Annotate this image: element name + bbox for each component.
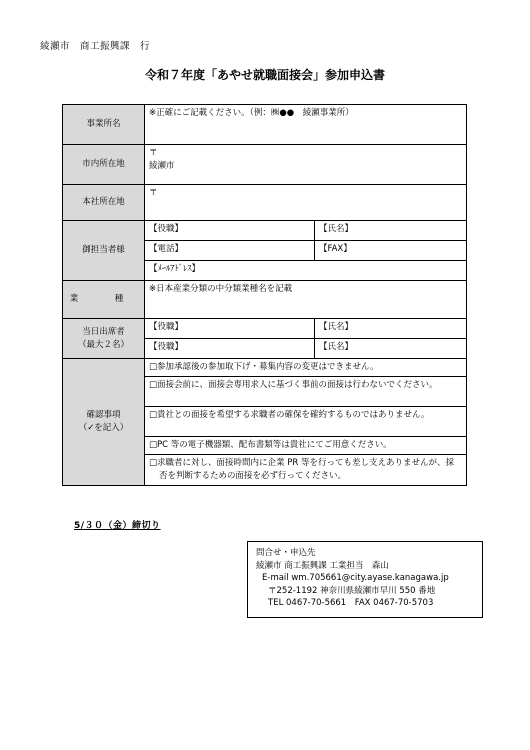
city-address-label: 市内所在地	[63, 145, 145, 185]
contact-position-field[interactable]	[145, 221, 315, 241]
attendee2-name-label: 【氏名】	[319, 342, 354, 352]
hq-address-postal: 〒	[149, 188, 158, 198]
contact-name-field[interactable]	[315, 221, 467, 241]
contact-box	[247, 541, 483, 618]
contact-phone-fax: TEL 0467-70-5661 FAX 0467-70-5703	[268, 598, 434, 608]
contact-fax-field[interactable]	[315, 241, 467, 261]
industry-field[interactable]	[145, 281, 467, 319]
attendee1-name-field[interactable]	[315, 319, 467, 339]
attendee2-name-field[interactable]	[315, 339, 467, 359]
confirmation-item[interactable]: □貴社との面接を希望する求職者の確保を確約するものではありません。	[145, 407, 467, 437]
attendee1-name-label: 【氏名】	[319, 322, 354, 332]
company-name-field[interactable]	[145, 105, 467, 145]
contact-phone-field[interactable]	[145, 241, 315, 261]
deadline-notice: 5/３０（金）締切り	[74, 521, 161, 531]
contact-person-label: 御担当者様	[63, 221, 145, 281]
city-address-city: 綾瀬市	[149, 161, 175, 171]
contact-position-label: 【役職】	[149, 224, 184, 234]
attendee1-position-label: 【役職】	[149, 322, 184, 332]
confirmation-item[interactable]: □求職者に対し、面接時間内に企業 PR 等を行っても差し支えありませんが、採否を判断するための面接を必ず行ってください。	[145, 455, 467, 486]
attendees-label: 当日出席者 （最大２名）	[63, 319, 145, 359]
industry-note: ※日本産業分類の中分類業種名を記載	[149, 284, 293, 294]
contact-address: 〒252-1192 神奈川県綾瀬市早川 550 番地	[268, 585, 436, 596]
attendee1-position-field[interactable]	[145, 319, 315, 339]
hq-address-label: 本社所在地	[63, 185, 145, 221]
contact-email[interactable]: E-mail wm.705661@city.ayase.kanagawa.jp	[262, 573, 449, 583]
attendee2-position-label: 【役職】	[149, 342, 184, 352]
contact-email-label: 【ﾒｰﾙｱﾄﾞﾚｽ】	[149, 264, 201, 274]
contact-name-label: 【氏名】	[319, 224, 354, 234]
company-name-label: 事業所名	[63, 105, 145, 145]
contact-dept: 綾瀬市 商工振興課 工業担当 森山	[256, 560, 389, 571]
form-title: 令和７年度「あやせ就職面接会」参加申込書	[144, 68, 385, 82]
contact-heading: 問合せ・申込先	[256, 548, 316, 558]
city-address-postal: 〒	[149, 148, 158, 158]
confirmation-item[interactable]: □面接会前に、面接会専用求人に基づく事前の面接は行わないでください。	[145, 377, 467, 407]
industry-label: 業 種	[63, 281, 145, 319]
city-address-field[interactable]	[145, 145, 467, 185]
confirmation-item[interactable]: □参加承認後の参加取下げ・募集内容の変更はできません。	[145, 359, 467, 377]
contact-phone-label: 【電話】	[149, 244, 184, 254]
application-form-table	[62, 104, 467, 486]
contact-email-field[interactable]	[145, 261, 467, 281]
hq-address-field[interactable]	[145, 185, 467, 221]
contact-fax-label: 【FAX】	[319, 244, 352, 254]
company-name-note: ※正確にご記載ください。（例：㈱●● 綾瀬事業所）	[149, 108, 354, 118]
issuer-label: 綾瀬市 商工振興課 行	[40, 41, 151, 52]
confirmations-label: 確認事項 （✓を記入）	[63, 359, 145, 486]
confirmation-item[interactable]: □PC 等の電子機器類、配布書類等は貴社にてご用意ください。	[145, 437, 467, 455]
attendee2-position-field[interactable]	[145, 339, 315, 359]
